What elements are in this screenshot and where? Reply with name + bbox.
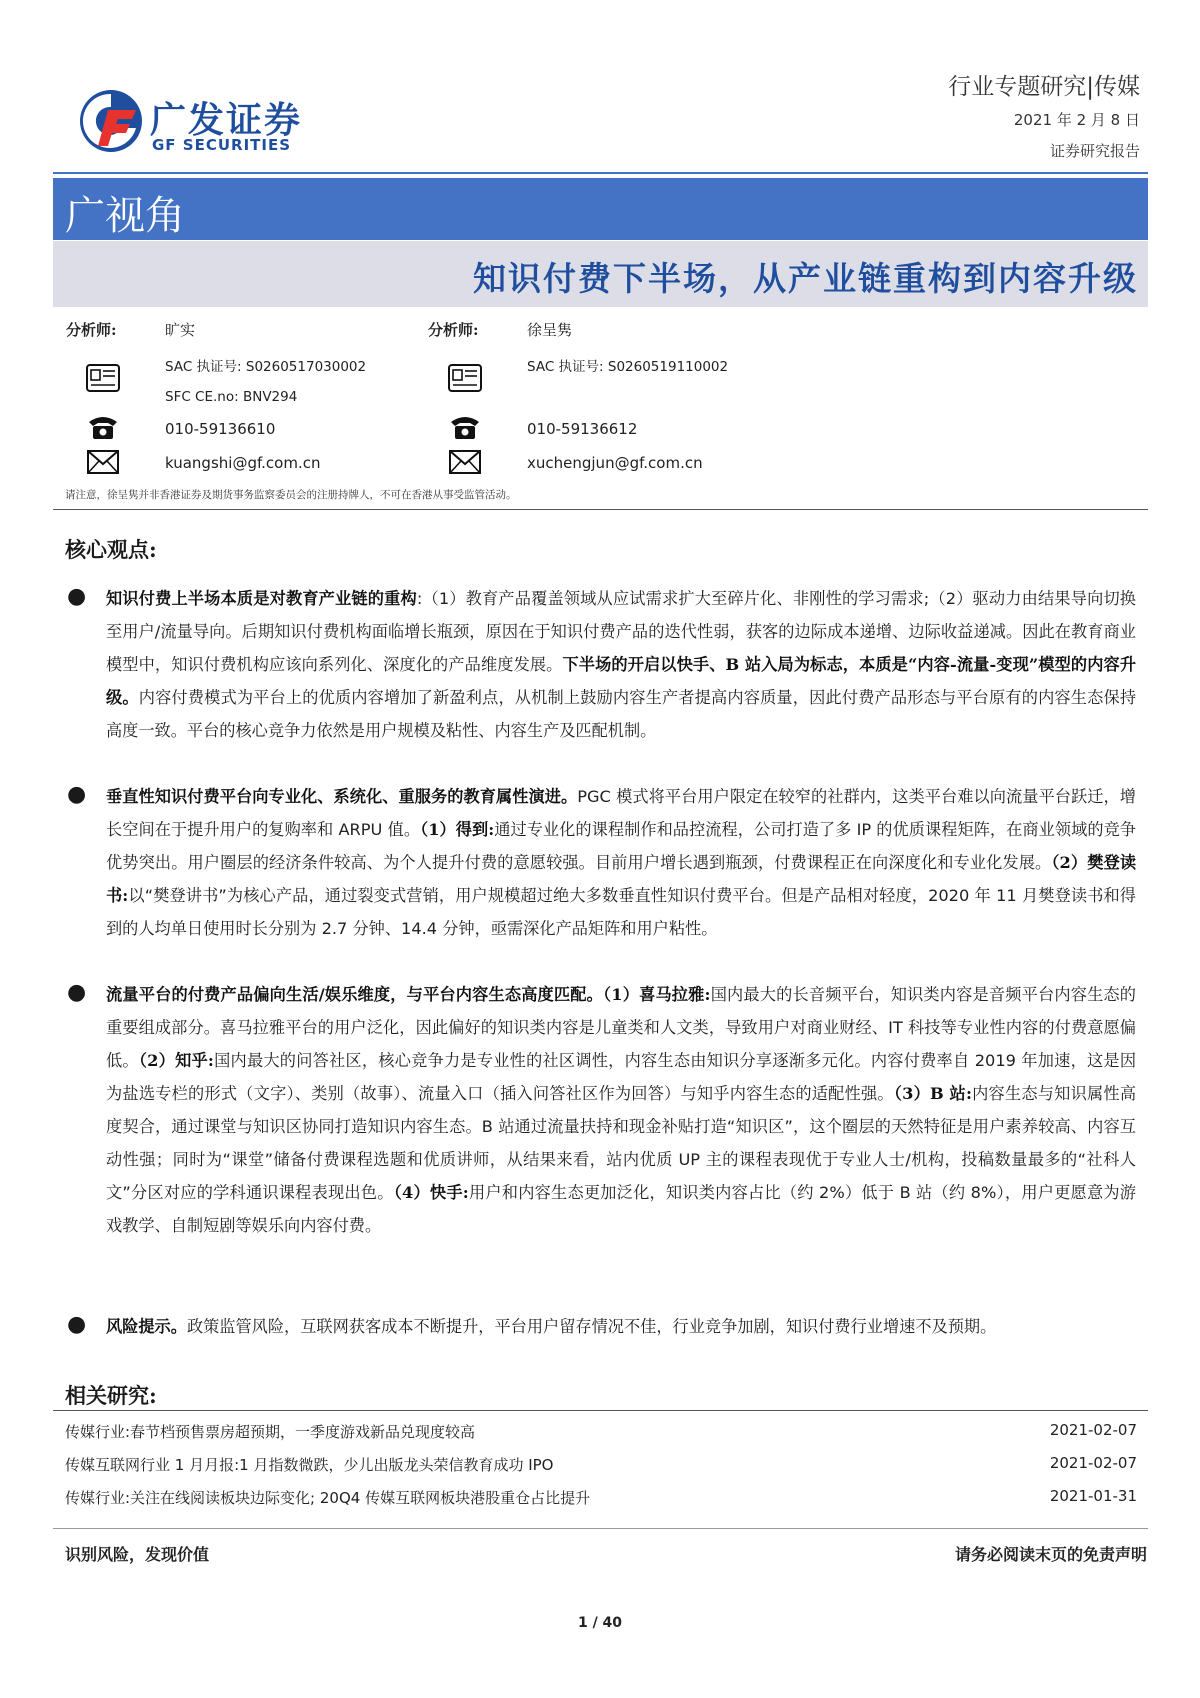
bullet-2-marker: ● bbox=[67, 782, 87, 807]
bullet-1-text-b: 内容付费模式为平台上的优质内容增加了新盈利点，从机制上鼓励内容生产者提高内容质量，因此付费产品形态与平台原有的内容生态保持高度一致。平台的核心竞争力依然是用户规模及粘性、内容生产及匹配机制。 bbox=[106, 688, 1137, 740]
email-icon bbox=[448, 447, 482, 477]
report-type: 行业专题研究|传媒 bbox=[948, 74, 1140, 100]
related-research-title: 相关研究: bbox=[65, 1383, 157, 1408]
title-band bbox=[53, 241, 1148, 307]
footer-slogan: 识别风险，发现价值 bbox=[65, 1545, 210, 1564]
email-icon bbox=[86, 447, 120, 477]
core-bullet-1 bbox=[106, 582, 1136, 747]
phone-icon bbox=[86, 412, 120, 442]
related-item-date: 2021-02-07 bbox=[1049, 1421, 1137, 1439]
report-meta bbox=[948, 68, 1140, 161]
related-item[interactable] bbox=[65, 1421, 1137, 1451]
header-divider bbox=[53, 172, 1148, 174]
related-item[interactable] bbox=[65, 1487, 1137, 1517]
core-views-title: 核心观点: bbox=[65, 537, 157, 562]
bullet-2-lead: 垂直性知识付费平台向专业化、系统化、重服务的教育属性演进。 bbox=[106, 787, 578, 806]
related-item-date: 2021-01-31 bbox=[1049, 1487, 1137, 1505]
brand-name-en: GF SECURITIES bbox=[152, 136, 292, 154]
bullet-2-fandeng: （2）樊登读书: bbox=[106, 853, 1137, 905]
bullet-4-text: 政策监管风险，互联网获客成本不断提升，平台用户留存情况不佳，行业竞争加剧，知识付费行业增速不及预期。 bbox=[186, 1317, 997, 1336]
analyst-1-sfc: SFC CE.no: BNV294 bbox=[165, 389, 298, 405]
footer-divider bbox=[53, 1528, 1148, 1529]
bullet-3-text-b: 国内最大的问答社区，核心竞争力是专业性的社区调性，内容生态由知识分享逐渐多元化。内容付费率自 2019 年加速，这是因为盐选专栏的形式（文字）、类别（故事）、流量入口（插入问答社区作为回答）与知乎内容生态的适配性强。 bbox=[106, 1051, 1137, 1103]
divider bbox=[53, 509, 1148, 510]
page-number: 1 / 40 bbox=[577, 1615, 623, 1631]
analyst-2-label: 分析师: bbox=[428, 321, 479, 339]
column-band bbox=[53, 178, 1148, 240]
bullet-1-emph: 下半场的开启以快手、B 站入局为标志，本质是“内容-流量-变现”模型的内容升级。 bbox=[106, 655, 1137, 707]
bullet-1-text-a: :（1）教育产品覆盖领域从应试需求扩大至碎片化、非刚性的学习需求;（2）驱动力由结果导向切换至用户/流量导向。后期知识付费机构面临增长瓶颈，原因在于知识付费产品的迭代性弱，获客的边际成本递增、边际收益递减。因此在教育商业模型中，知识付费机构应该向系列化、深度化的产品维度发展。 bbox=[106, 589, 1136, 674]
bullet-3-bilibili: （3）B 站: bbox=[893, 1084, 972, 1103]
bullet-4-lead: 风险提示。 bbox=[106, 1317, 187, 1336]
bullet-4-marker: ● bbox=[67, 1312, 87, 1337]
bullet-3-zhihu: （2）知乎: bbox=[138, 1051, 214, 1070]
bullet-3-marker: ● bbox=[67, 980, 87, 1005]
bullet-1-lead: 知识付费上半场本质是对教育产业链的重构 bbox=[106, 589, 417, 608]
analyst-1-label: 分析师: bbox=[66, 321, 117, 339]
bullet-1-marker: ● bbox=[67, 584, 87, 609]
bullet-3-text-a: 国内最大的长音频平台，知识类内容是音频平台内容生态的重要组成部分。喜马拉雅平台的用户泛化，因此偏好的知识类内容是儿童类和人文类，导致用户对商业财经、IT 科技等专业性内容的付费意愿偏低。 bbox=[106, 985, 1136, 1070]
analyst-2-email[interactable]: xuchengjun@gf.com.cn bbox=[527, 454, 703, 472]
registration-disclaimer: 请注意，徐呈隽并非香港证券及期货事务监察委员会的注册持牌人，不可在香港从事受监管活动。 bbox=[65, 489, 517, 501]
related-item-title: 传媒互联网行业 1 月月报:1 月指数微跌，少儿出版龙头荣信教育成功 IPO bbox=[65, 1456, 554, 1474]
id-card-icon bbox=[86, 363, 120, 393]
report-date: 2021 年 2 月 8 日 bbox=[1013, 111, 1140, 129]
bullet-3-lead: 流量平台的付费产品偏向生活/娱乐维度，与平台内容生态高度匹配。（1）喜马拉雅: bbox=[106, 985, 711, 1004]
bullet-3-kuaishou: （4）快手: bbox=[393, 1183, 469, 1202]
bullet-2-text-a: PGC 模式将平台用户限定在较窄的社群内，这类平台难以向流量平台跃迁，增长空间在于提升用户的复购率和 ARPU 值。 bbox=[106, 787, 1136, 839]
column-title: 广视角 bbox=[65, 193, 185, 239]
report-kind: 证券研究报告 bbox=[1049, 142, 1140, 160]
gf-logo-mark-icon bbox=[78, 88, 144, 154]
related-item[interactable] bbox=[65, 1454, 1137, 1484]
bullet-3-text-c: 内容生态与知识属性高度契合，通过课堂与知识区协同打造知识内容生态。B 站通过流量扶持和现金补贴打造“知识区”，这个圈层的天然特征是用户素养较高、内容互动性强；同时为“课堂”储备付费课程选题和优质讲师，从结果来看，站内优质 UP 主的课程表现优于专业人士/机构，投稿数量最多的“社科人文”分区对应的学科通识课程表现出色。 bbox=[106, 1084, 1137, 1202]
related-item-title: 传媒行业:关注在线阅读板块边际变化; 20Q4 传媒互联网板块港股重仓占比提升 bbox=[65, 1489, 591, 1507]
analyst-1-phone: 010-59136610 bbox=[165, 420, 276, 438]
brand-name-cn: 广发证券 bbox=[150, 99, 303, 141]
core-bullet-2 bbox=[106, 780, 1136, 945]
divider bbox=[53, 1410, 1148, 1411]
bullet-2-text-b: 通过专业化的课程制作和品控流程，公司打造了多 IP 的优质课程矩阵，在商业领域的竞争优势突出。用户圈层的经济条件较高、为个人提升付费的意愿较强。目前用户增长遇到瓶颈，付费课程正在向深度化和专业化发展。 bbox=[106, 820, 1136, 872]
phone-icon bbox=[448, 412, 482, 442]
core-bullet-4 bbox=[106, 1310, 1136, 1343]
analyst-1-email[interactable]: kuangshi@gf.com.cn bbox=[165, 454, 321, 472]
analyst-2-name: 徐呈隽 bbox=[527, 321, 573, 339]
core-bullet-3 bbox=[106, 978, 1136, 1242]
bullet-2-text-c: 以“樊登讲书”为核心产品，通过裂变式营销，用户规模超过绝大多数垂直性知识付费平台。但是产品相对轻度，2020 年 11 月樊登读书和得到的人均单日使用时长分别为 2.7 分钟、14.4 分钟，亟需深化产品矩阵和用户粘性。 bbox=[106, 886, 1136, 938]
analyst-1-name: 旷实 bbox=[165, 321, 196, 339]
analyst-2-phone: 010-59136612 bbox=[527, 420, 638, 438]
related-item-date: 2021-02-07 bbox=[1049, 1454, 1137, 1472]
id-card-icon bbox=[448, 363, 482, 393]
footer-disclaimer-note: 请务必阅读末页的免责声明 bbox=[954, 1545, 1147, 1564]
brand-logo bbox=[78, 88, 328, 158]
bullet-3-text-d: 用户和内容生态更加泛化，知识类内容占比（约 2%）低于 B 站（约 8%），用户更愿意为游戏教学、自制短剧等娱乐向内容付费。 bbox=[106, 1183, 1136, 1235]
report-title: 知识付费下半场，从产业链重构到内容升级 bbox=[473, 259, 1138, 298]
bullet-2-dedao: （1）得到: bbox=[420, 820, 495, 839]
analyst-1-sac: SAC 执证号: S0260517030002 bbox=[165, 359, 367, 375]
analyst-2-sac: SAC 执证号: S0260519110002 bbox=[527, 359, 729, 375]
related-item-title: 传媒行业:春节档预售票房超预期，一季度游戏新品兑现度较高 bbox=[65, 1423, 476, 1441]
